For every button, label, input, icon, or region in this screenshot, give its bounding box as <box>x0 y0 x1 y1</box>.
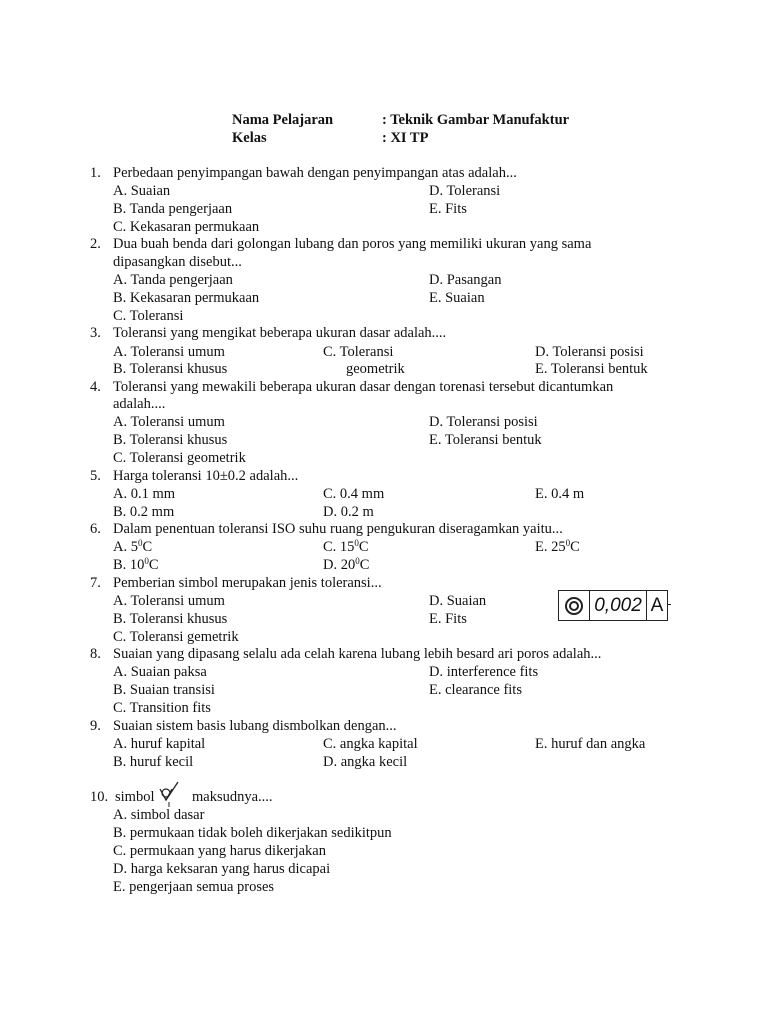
option-e: E. pengerjaan semua proses <box>113 879 275 895</box>
subject-value: : Teknik Gambar Manufaktur <box>382 112 570 128</box>
question-text: Harga toleransi 10±0.2 adalah... <box>113 468 299 484</box>
concentricity-icon <box>559 591 590 620</box>
option-c: C. Toleransi <box>323 344 394 360</box>
question-text: Toleransi yang mengikat beberapa ukuran dasar adalah.... <box>113 325 447 341</box>
question-text: Toleransi yang mewakili beberapa ukuran dasar dengan torenasi tersebut dicantumkan <box>113 379 614 395</box>
tolerance-value: 0,002 <box>590 591 647 620</box>
option-b: B. Tanda pengerjaan <box>113 201 233 217</box>
option-e: E. huruf dan angka <box>535 736 646 752</box>
option-a: A. Tanda pengerjaan <box>113 272 233 288</box>
question-text: Dalam penentuan toleransi ISO suhu ruang pengukuran diseragamkan yaitu... <box>113 521 563 537</box>
class-label: Kelas <box>232 130 267 146</box>
option-d: D. interference fits <box>429 664 539 680</box>
unit: C <box>358 539 369 555</box>
degree: 0 <box>354 538 359 548</box>
option-e: E. clearance fits <box>429 682 522 698</box>
option-value: C. 15 <box>323 539 355 555</box>
option-a: A. 0.1 mm <box>113 486 176 502</box>
option-e: E. Fits <box>429 201 467 217</box>
leader-line <box>667 604 671 605</box>
option-a: A. Toleransi umum <box>113 593 225 609</box>
option-a: A. Suaian paksa <box>113 664 207 680</box>
question-number: 5. <box>90 468 101 484</box>
option-a: A. huruf kapital <box>113 736 206 752</box>
option-e: E. Suaian <box>429 290 485 306</box>
question-number: 8. <box>90 646 101 662</box>
degree: 0 <box>565 538 571 548</box>
option-c: C. angka kapital <box>323 736 418 752</box>
question-text: simbol <box>115 789 155 805</box>
question-text: Dua buah benda dari golongan lubang dan poros yang memiliki ukuran yang sama <box>113 236 592 252</box>
option-d: D. Pasangan <box>429 272 502 288</box>
option-a <box>113 538 152 556</box>
degree: 0 <box>144 556 149 566</box>
question-number: 4. <box>90 379 101 395</box>
concentricity-tolerance-frame <box>558 590 668 621</box>
option-b: B. Suaian transisi <box>113 682 215 698</box>
option-d <box>323 556 369 574</box>
option-b: B. Toleransi khusus <box>113 432 228 448</box>
option-b: B. permukaan tidak boleh dikerjakan sedikitpun <box>113 825 392 841</box>
option-a: A. Toleransi umum <box>113 414 225 430</box>
option-c: C. Transition fits <box>113 700 211 716</box>
question-text-cont: maksudnya.... <box>192 789 273 805</box>
option-value: B. 10 <box>113 557 145 573</box>
option-b: B. Toleransi khusus <box>113 611 228 627</box>
option-d: D. 0.2 m <box>323 504 374 520</box>
question-text: Perbedaan penyimpangan bawah dengan penyimpangan atas adalah... <box>113 165 517 181</box>
option-c: C. permukaan yang harus dikerjakan <box>113 843 326 859</box>
option-e: E. 0.4 m <box>535 486 585 502</box>
question-text: Suaian sistem basis lubang dismbolkan dengan... <box>113 718 397 734</box>
option-d: D. Toleransi <box>429 183 501 199</box>
option-e <box>535 538 580 556</box>
question-text-cont: dipasangkan disebut... <box>113 254 242 270</box>
question-number: 1. <box>90 165 101 181</box>
option-b: B. huruf kecil <box>113 754 194 770</box>
option-a: A. Suaian <box>113 183 171 199</box>
option-c: C. Kekasaran permukaan <box>113 219 260 235</box>
option-value: D. 20 <box>323 557 356 573</box>
option-e: E. Toleransi bentuk <box>535 361 648 377</box>
degree: 0 <box>355 556 360 566</box>
option-a: A. Toleransi umum <box>113 344 225 360</box>
option-b: B. Toleransi khusus <box>113 361 228 377</box>
option-b: B. Kekasaran permukaan <box>113 290 260 306</box>
datum-reference: A <box>650 594 664 616</box>
degree: 0 <box>137 538 143 548</box>
question-number: 7. <box>90 575 101 591</box>
question-number: 2. <box>90 236 101 252</box>
option-b <box>113 556 159 574</box>
option-c-cont: geometrik <box>346 361 405 377</box>
option-e: E. Fits <box>429 611 467 627</box>
subject-label: Nama Pelajaran <box>232 112 334 128</box>
option-c: C. Toleransi gemetrik <box>113 629 239 645</box>
question-number: 10. <box>90 789 109 805</box>
question-text-cont: adalah.... <box>113 396 166 412</box>
question-number: 3. <box>90 325 101 341</box>
option-d: D. harga keksaran yang harus dicapai <box>113 861 331 877</box>
option-d: D. Toleransi posisi <box>429 414 538 430</box>
option-d: D. Toleransi posisi <box>535 344 644 360</box>
option-c: C. Toleransi <box>113 308 184 324</box>
option-a: A. simbol dasar <box>113 807 205 823</box>
option-value: A. 5 <box>113 539 138 555</box>
surface-roughness-symbol-icon <box>158 780 184 808</box>
option-c <box>323 538 369 556</box>
option-b: B. 0.2 mm <box>113 504 175 520</box>
unit: C <box>142 539 153 555</box>
class-value: : XI TP <box>382 130 429 146</box>
option-c: C. 0.4 mm <box>323 486 385 502</box>
option-c: C. Toleransi geometrik <box>113 450 246 466</box>
option-value: E. 25 <box>535 539 566 555</box>
option-d: D. angka kecil <box>323 754 408 770</box>
question-text: Pemberian simbol merupakan jenis toleransi... <box>113 575 382 591</box>
unit: C <box>359 557 370 573</box>
option-d: D. Suaian <box>429 593 487 609</box>
option-e: E. Toleransi bentuk <box>429 432 542 448</box>
unit: C <box>570 539 580 555</box>
question-number: 9. <box>90 718 101 734</box>
unit: C <box>148 557 159 573</box>
question-number: 6. <box>90 521 101 537</box>
question-text: Suaian yang dipasang selalu ada celah karena lubang lebih besard ari poros adalah... <box>113 646 602 662</box>
